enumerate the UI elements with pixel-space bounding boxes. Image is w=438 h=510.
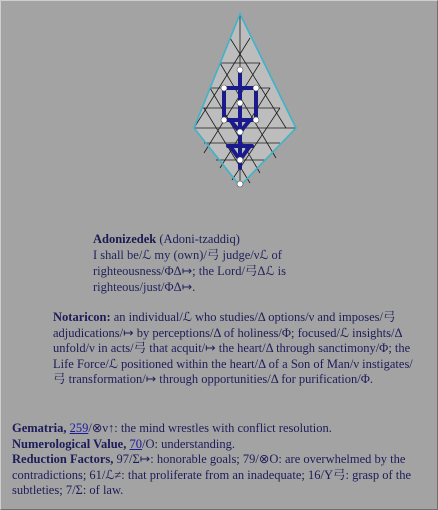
entry-title-line [93,231,413,247]
meaning-line-2: righteousness/ΦΔ↦; the Lord/⼸Δℒ is [93,264,286,278]
reduction-line [12,452,430,499]
meaning-line-3: righteous/just/ΦΔ↦. [93,280,196,294]
notaricon-text: an individual/ℒ who studies/Δ options/ν and imposes/⼸ adjudications/↦ by perceptions/Δ of holiness/Φ; focused/ℒ insights/Δ unfold/ν in acts/⼸ that acquit/↦ the heart/Δ through sanctimony/Φ; the Life Force/ℒ positioned within the heart/Δ of a Son of Man/ν instigates/⼸ transformation/↦ through opportunities/Δ for purification/Φ. [53,310,413,387]
diamond-grid [194,14,296,186]
reduction-text: 97/Σ↦: honorable goals; 79/⊗O: are overwhelmed by the contradictions; 61/ℒ≠: that proliferate from an inadequate; 16/Υ⼸: grasp of the subtleties; 7/Σ: of law. [12,452,412,498]
tree-of-life-diamond [190,8,300,193]
notaricon-label: Notaricon: [53,310,111,324]
notaricon-section [53,310,423,388]
stats-section [12,421,430,499]
numerological-text: /O: understanding. [141,436,236,451]
diamond-figure [190,8,300,193]
entry-transliteration: (Adoni-tzaddiq) [159,232,240,246]
numerological-label: Numerological Value, [12,436,127,451]
entry-name: Adonizedek [93,232,157,246]
gematria-line [12,421,430,437]
gematria-glyph: /⊗ν↑ [88,421,115,435]
numerological-line [12,437,430,453]
gematria-label: Gematria, [12,421,67,435]
numerological-value-link[interactable]: 70 [129,436,142,451]
meaning-line-1: I shall be/ℒ my (own)/⼸ judge/νℒ of [93,248,282,262]
reduction-label: Reduction Factors, [12,452,114,467]
entry-header [93,231,413,295]
gematria-text: : the mind wrestles with conflict resolution. [114,421,332,435]
gematria-value-link[interactable]: 259 [69,421,89,435]
